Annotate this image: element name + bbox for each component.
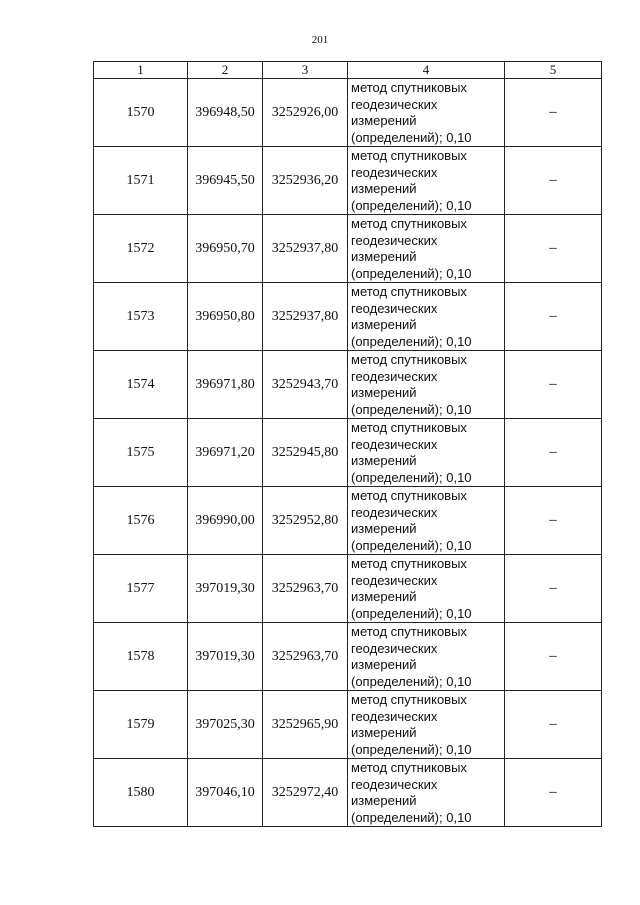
method-line: геодезических [351, 776, 438, 792]
method-line: (определений); 0,10 [351, 197, 472, 213]
header-col-2: 2 [188, 62, 263, 79]
method-line: метод спутниковых [351, 420, 467, 435]
method-line: геодезических [351, 96, 438, 112]
table-row [94, 351, 602, 419]
header-col-3: 3 [263, 62, 348, 79]
point-number-cell: 1572 [94, 215, 188, 283]
method-line: геодезических [351, 640, 438, 656]
method-cell [348, 419, 505, 487]
method-cell [348, 147, 505, 215]
y-coordinate-cell: 3252963,70 [263, 555, 348, 623]
point-number-cell: 1579 [94, 691, 188, 759]
method-cell [348, 283, 505, 351]
table-body [94, 79, 602, 827]
method-line: измерений [351, 793, 417, 808]
y-coordinate-cell: 3252952,80 [263, 487, 348, 555]
method-line: (определений); 0,10 [351, 265, 472, 281]
method-cell [348, 79, 505, 147]
method-line: (определений); 0,10 [351, 741, 472, 757]
table-row [94, 419, 602, 487]
note-cell: – [505, 215, 602, 283]
method-line: метод спутниковых [351, 284, 467, 299]
x-coordinate-cell: 396945,50 [188, 147, 263, 215]
point-number-cell: 1574 [94, 351, 188, 419]
table-row [94, 215, 602, 283]
method-line: (определений); 0,10 [351, 673, 472, 689]
table-row [94, 487, 602, 555]
method-line: метод спутниковых [351, 488, 467, 503]
method-line: измерений [351, 657, 417, 672]
method-line: геодезических [351, 368, 438, 384]
x-coordinate-cell: 396950,80 [188, 283, 263, 351]
point-number-cell: 1576 [94, 487, 188, 555]
header-col-1: 1 [94, 62, 188, 79]
note-cell: – [505, 555, 602, 623]
coordinates-table [93, 61, 602, 827]
y-coordinate-cell: 3252937,80 [263, 215, 348, 283]
method-line: геодезических [351, 300, 438, 316]
y-coordinate-cell: 3252963,70 [263, 623, 348, 691]
header-col-4: 4 [348, 62, 505, 79]
x-coordinate-cell: 397046,10 [188, 759, 263, 827]
method-line: метод спутниковых [351, 148, 467, 163]
x-coordinate-cell: 396948,50 [188, 79, 263, 147]
table-row [94, 147, 602, 215]
x-coordinate-cell: 396990,00 [188, 487, 263, 555]
x-coordinate-cell: 396950,70 [188, 215, 263, 283]
method-line: измерений [351, 589, 417, 604]
table-row [94, 623, 602, 691]
point-number-cell: 1577 [94, 555, 188, 623]
method-line: геодезических [351, 504, 438, 520]
x-coordinate-cell: 397025,30 [188, 691, 263, 759]
table-row [94, 759, 602, 827]
x-coordinate-cell: 397019,30 [188, 623, 263, 691]
method-line: геодезических [351, 436, 438, 452]
method-cell [348, 691, 505, 759]
method-line: метод спутниковых [351, 692, 467, 707]
method-cell [348, 215, 505, 283]
note-cell: – [505, 691, 602, 759]
method-line: метод спутниковых [351, 556, 467, 571]
method-cell [348, 623, 505, 691]
y-coordinate-cell: 3252945,80 [263, 419, 348, 487]
point-number-cell: 1570 [94, 79, 188, 147]
table-row [94, 555, 602, 623]
note-cell: – [505, 487, 602, 555]
method-line: метод спутниковых [351, 352, 467, 367]
method-line: геодезических [351, 708, 438, 724]
method-line: измерений [351, 385, 417, 400]
table-row [94, 283, 602, 351]
method-line: измерений [351, 521, 417, 536]
method-line: (определений); 0,10 [351, 537, 472, 553]
method-line: метод спутниковых [351, 216, 467, 231]
note-cell: – [505, 283, 602, 351]
point-number-cell: 1573 [94, 283, 188, 351]
point-number-cell: 1580 [94, 759, 188, 827]
table-row [94, 79, 602, 147]
header-col-5: 5 [505, 62, 602, 79]
note-cell: – [505, 623, 602, 691]
method-line: геодезических [351, 164, 438, 180]
method-line: метод спутниковых [351, 760, 467, 775]
method-line: измерений [351, 249, 417, 264]
method-line: геодезических [351, 572, 438, 588]
x-coordinate-cell: 396971,80 [188, 351, 263, 419]
x-coordinate-cell: 396971,20 [188, 419, 263, 487]
y-coordinate-cell: 3252965,90 [263, 691, 348, 759]
y-coordinate-cell: 3252943,70 [263, 351, 348, 419]
method-cell [348, 351, 505, 419]
method-line: (определений); 0,10 [351, 809, 472, 825]
note-cell: – [505, 79, 602, 147]
point-number-cell: 1571 [94, 147, 188, 215]
method-line: метод спутниковых [351, 80, 467, 95]
y-coordinate-cell: 3252937,80 [263, 283, 348, 351]
note-cell: – [505, 419, 602, 487]
method-cell [348, 555, 505, 623]
y-coordinate-cell: 3252972,40 [263, 759, 348, 827]
method-line: измерений [351, 317, 417, 332]
method-line: геодезических [351, 232, 438, 248]
method-line: измерений [351, 181, 417, 196]
note-cell: – [505, 351, 602, 419]
x-coordinate-cell: 397019,30 [188, 555, 263, 623]
page-number: 201 [311, 34, 329, 46]
y-coordinate-cell: 3252936,20 [263, 147, 348, 215]
method-line: измерений [351, 453, 417, 468]
point-number-cell: 1575 [94, 419, 188, 487]
method-line: (определений); 0,10 [351, 401, 472, 417]
note-cell: – [505, 147, 602, 215]
point-number-cell: 1578 [94, 623, 188, 691]
table-header-row [94, 62, 602, 79]
method-line: (определений); 0,10 [351, 605, 472, 621]
method-line: (определений); 0,10 [351, 333, 472, 349]
method-line: измерений [351, 725, 417, 740]
method-cell [348, 759, 505, 827]
method-cell [348, 487, 505, 555]
method-line: (определений); 0,10 [351, 469, 472, 485]
method-line: (определений); 0,10 [351, 129, 472, 145]
table-row [94, 691, 602, 759]
method-line: метод спутниковых [351, 624, 467, 639]
note-cell: – [505, 759, 602, 827]
y-coordinate-cell: 3252926,00 [263, 79, 348, 147]
method-line: измерений [351, 113, 417, 128]
